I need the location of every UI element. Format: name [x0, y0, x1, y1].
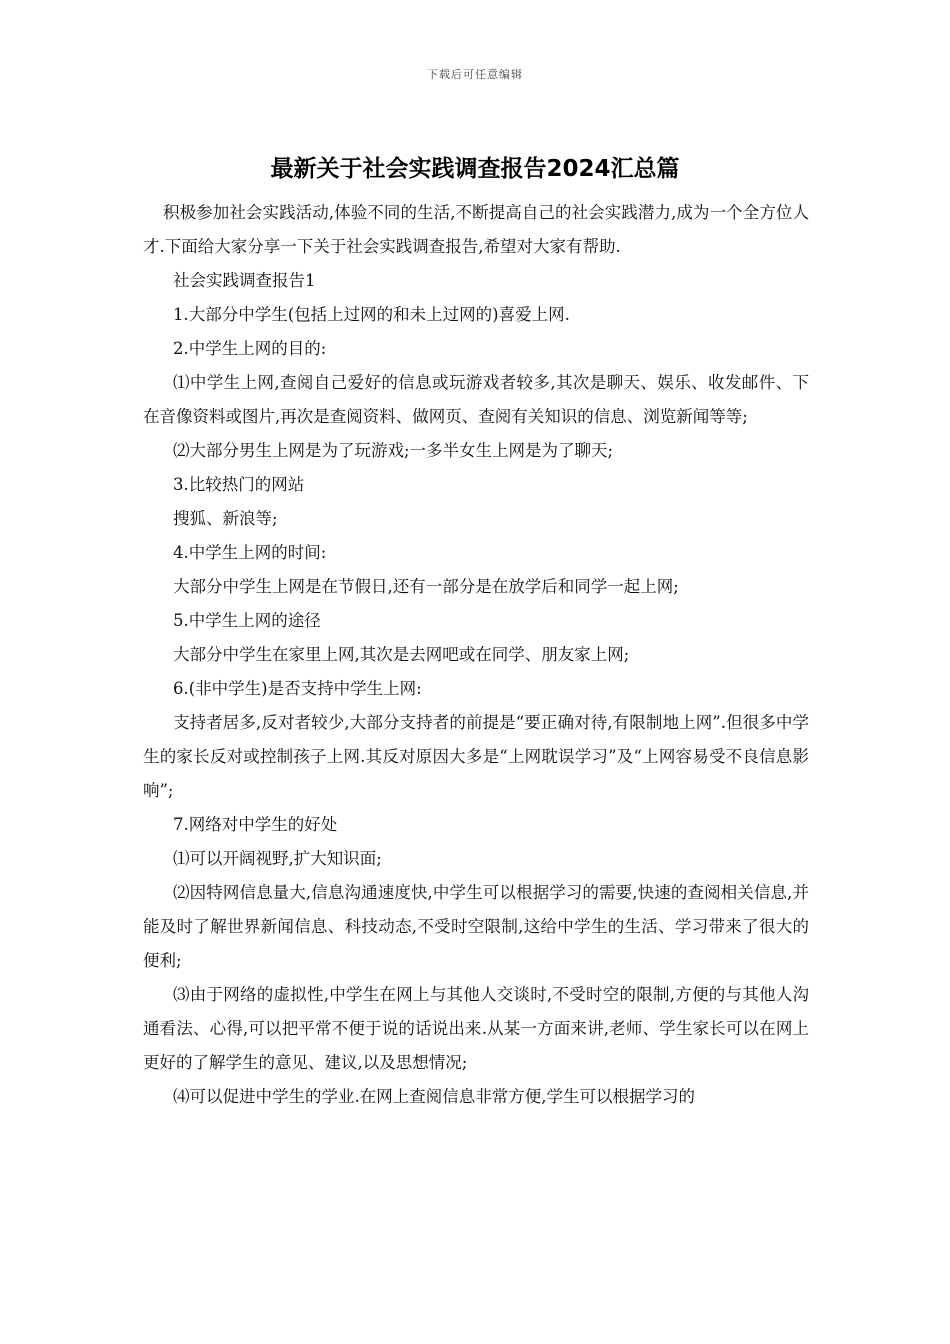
paragraph: 支持者居多,反对者较少,大部分支持者的前提是“要正确对待,有限制地上网”.但很多中学生的家长反对或控制孩子上网.其反对原因大多是“上网耽误学习”及“上网容易受不良信息影响”;	[143, 713, 809, 800]
document-body	[143, 196, 809, 1114]
paragraph: ⑵因特网信息量大,信息沟通速度快,中学生可以根据学习的需要,快速的查阅相关信息,并能及时了解世界新闻信息、科技动态,不受时空限制,这给中学生的生活、学习带来了很大的便利;	[143, 883, 809, 970]
paragraph: ⑴可以开阔视野,扩大知识面;	[173, 849, 382, 868]
paragraph: 大部分中学生上网是在节假日,还有一部分是在放学后和同学一起上网;	[173, 577, 679, 596]
section-heading: 社会实践调查报告1	[173, 271, 316, 290]
paragraph: ⑶由于网络的虚拟性,中学生在网上与其他人交谈时,不受时空的限制,方便的与其他人沟通看法、心得,可以把平常不便于说的话说出来.从某一方面来讲,老师、学生家长可以在网上更好的了解学生的意见、建议,以及思想情况;	[143, 985, 809, 1072]
paragraph: 大部分中学生在家里上网,其次是去网吧或在同学、朋友家上网;	[173, 645, 630, 664]
paragraph: ⑷可以促进中学生的学业.在网上查阅信息非常方便,学生可以根据学习的	[173, 1087, 695, 1106]
paragraph: ⑴中学生上网,查阅自己爱好的信息或玩游戏者较多,其次是聊天、娱乐、收发邮件、下在音像资料或图片,再次是查阅资料、做网页、查阅有关知识的信息、浏览新闻等等;	[143, 373, 809, 426]
paragraph: 7.网络对中学生的好处	[173, 815, 338, 834]
paragraph: 6.(非中学生)是否支持中学生上网:	[173, 679, 422, 698]
paragraph: 2.中学生上网的目的:	[173, 339, 327, 358]
paragraph: 1.大部分中学生(包括上过网的和未上过网的)喜爱上网.	[173, 305, 570, 324]
intro-paragraph: 积极参加社会实践活动,体验不同的生活,不断提高自己的社会实践潜力,成为一个全方位人才.下面给大家分享一下关于社会实践调查报告,希望对大家有帮助.	[143, 203, 809, 256]
paragraph: 5.中学生上网的途径	[173, 611, 321, 630]
page-header-note: 下载后可任意编辑	[427, 68, 523, 81]
document-title: 最新关于社会实践调查报告2024汇总篇	[270, 156, 680, 182]
paragraph: 搜狐、新浪等;	[173, 509, 278, 528]
paragraph: 3.比较热门的网站	[173, 475, 305, 494]
paragraph: 4.中学生上网的时间:	[173, 543, 327, 562]
paragraph: ⑵大部分男生上网是为了玩游戏;一多半女生上网是为了聊天;	[173, 441, 614, 460]
